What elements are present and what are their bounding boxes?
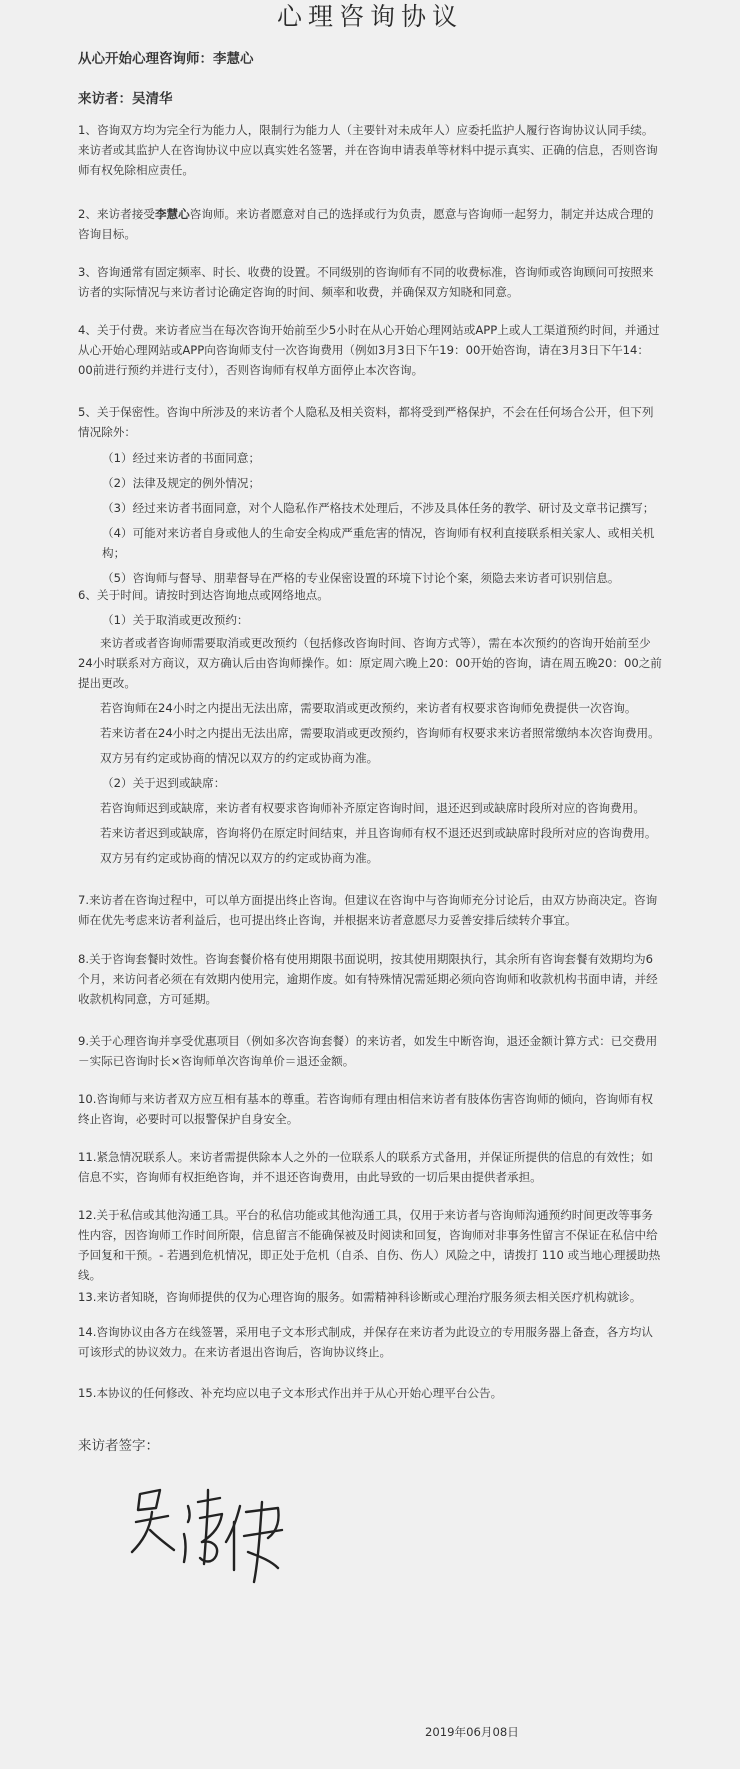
clause-5-item-3: （3）经过来访者书面同意，对个人隐私作严格技术处理后，不涉及具体任务的教学、研讨及文章书记撰写； bbox=[102, 501, 655, 515]
clause-9-text: 9.关于心理咨询并享受优惠项目（例如多次咨询套餐）的来访者，如发生中断咨询，退还金额计算方式：已交费用－实际已咨询时长×咨询师单次咨询单价＝退还金额。 bbox=[78, 1034, 658, 1068]
counselor-name: 李慧心 bbox=[154, 207, 190, 221]
clause-13-text: 13.来访者知晓，咨询师提供的仅为心理咨询的服务。如需精神科诊断或心理治疗服务须去相关医疗机构就诊。 bbox=[78, 1290, 642, 1304]
clause-3 bbox=[78, 262, 662, 302]
clause-2-text bbox=[78, 204, 662, 244]
clause-1 bbox=[78, 120, 662, 180]
clause-6-sub1-text: 来访者或者咨询师需要取消或更改预约（包括修改咨询时间、咨询方式等），需在本次预约的咨询开始前至少24小时联系对方商议，双方确认后由咨询师操作。如：原定周六晚上20：00开始的咨询，请在周五晚20：00之前提出更改。 bbox=[78, 636, 662, 690]
clause-8-text: 8.关于咨询套餐时效性。咨询套餐价格有使用期限书面说明，按其使用期限执行，其余所有咨询套餐有效期均为6个月，来访问者必须在有效期内使用完，逾期作废。如有特殊情况需延期必须向咨询师和收款机构书面申请，并经收款机构同意，方可延期。 bbox=[78, 952, 658, 1006]
clause-6-sub1-line-2: 若来访者在24小时之内提出无法出席，需要取消或更改预约，咨询师有权要求来访者照常缴纳本次咨询费用。 bbox=[100, 726, 660, 740]
clause-15-text: 15.本协议的任何修改、补充均应以电子文本形式作出并于从心开始心理平台公告。 bbox=[78, 1386, 503, 1400]
clause-6-sub1-line-3: 双方另有约定或协商的情况以双方的约定或协商为准。 bbox=[100, 751, 379, 765]
clause-5-item-1: （1）经过来访者的书面同意； bbox=[102, 451, 261, 465]
clause-6-sub1-line-1: 若咨询师在24小时之内提出无法出席，需要取消或更改预约，来访者有权要求咨询师免费提供一次咨询。 bbox=[100, 701, 637, 715]
clause-10-text: 10.咨询师与来访者双方应互相有基本的尊重。若咨询师有理由相信来访者有肢体伤害咨询师的倾向，咨询师有权终止咨询，必要时可以报警保护自身安全。 bbox=[78, 1092, 653, 1126]
counselor-line: 从心开始心理咨询师：李慧心 bbox=[78, 51, 254, 67]
signing-date: 2019年06月08日 bbox=[425, 1725, 519, 1739]
signature-drawing bbox=[128, 1482, 298, 1592]
clause-5-text: 5、关于保密性。咨询中所涉及的来访者个人隐私及相关资料，都将受到严格保护，不会在任何场合公开，但下列情况除外： bbox=[78, 405, 654, 439]
clause-10 bbox=[78, 1089, 662, 1129]
clause-12 bbox=[78, 1205, 662, 1285]
clause-14-text: 14.咨询协议由各方在线签署，采用电子文本形式制成，并保存在来访者为此设立的专用服务器上备查，各方均认可该形式的协议效力。在来访者退出咨询后，咨询协议终止。 bbox=[78, 1325, 653, 1359]
handwritten-signature bbox=[128, 1482, 298, 1596]
clause-6-sub1-title: （1）关于取消或更改预约： bbox=[102, 613, 249, 627]
clause-5-item-2: （2）法律及规定的例外情况； bbox=[102, 476, 261, 490]
clause-5 bbox=[78, 402, 662, 588]
clause-12-text: 12.关于私信或其他沟通工具。平台的私信功能或其他沟通工具，仅用于来访者与咨询师沟通预约时间更改等事务性内容，因咨询师工作时间所限，信息留言不能确保被及时阅读和回复，咨询师对非事务性留言不保证在私信中给予回复和干预。- 若遇到危机情况，即正处于危机（自杀、自伤、伤人）风险之中，请拨打 110 或当地心理援助热线。 bbox=[78, 1208, 661, 1282]
clause-3-text: 3、咨询通常有固定频率、时长、收费的设置。不同级别的咨询师有不同的收费标准，咨询师或咨询顾问可按照来访者的实际情况与来访者讨论确定咨询的时间、频率和收费，并确保双方知晓和同意。 bbox=[78, 265, 654, 299]
clause-6-sub2-line-2: 若来访者迟到或缺席，咨询将仍在原定时间结束，并且咨询师有权不退还迟到或缺席时段所对应的咨询费用。 bbox=[100, 826, 657, 840]
clause-1-text: 1、咨询双方均为完全行为能力人，限制行为能力人（主要针对未成年人）应委托监护人履行咨询协议认同手续。来访者或其监护人在咨询协议中应以真实姓名签署，并在咨询申请表单等材料中提示真实、正确的信息，否则咨询师有权免除相应责任。 bbox=[78, 123, 658, 177]
clause-7 bbox=[78, 890, 662, 930]
clause-14 bbox=[78, 1322, 662, 1362]
clause-5-item-5: （5）咨询师与督导、朋辈督导在严格的专业保密设置的环境下讨论个案，须隐去来访者可识别信息。 bbox=[102, 571, 620, 585]
client-line: 来访者：吴清华 bbox=[78, 91, 173, 107]
clause-6 bbox=[78, 585, 662, 868]
clause-6-sub2-title: （2）关于迟到或缺席： bbox=[102, 776, 226, 790]
clause-2-prefix: 2、来访者接受 bbox=[78, 207, 155, 221]
signature-label: 来访者签字： bbox=[78, 1438, 159, 1454]
clause-4-text: 4、关于付费。来访者应当在每次咨询开始前至少5小时在从心开始心理网站或APP上或人工渠道预约时间，并通过从心开始心理网站或APP向咨询师支付一次咨询费用（例如3月3日下午19：00开始咨询，请在3月3日下午14：00前进行预约并进行支付），否则咨询师有权单方面停止本次咨询。 bbox=[78, 323, 660, 377]
clause-15 bbox=[78, 1383, 662, 1403]
clause-11 bbox=[78, 1147, 662, 1187]
page-title: 心理咨询协议 bbox=[276, 2, 463, 31]
clause-6-sub2-line-3: 双方另有约定或协商的情况以双方的约定或协商为准。 bbox=[100, 851, 379, 865]
clause-4 bbox=[78, 320, 662, 380]
clause-13 bbox=[78, 1287, 662, 1307]
clause-9 bbox=[78, 1031, 662, 1071]
clause-11-text: 11.紧急情况联系人。来访者需提供除本人之外的一位联系人的联系方式备用，并保证所提供的信息的有效性；如信息不实，咨询师有权拒绝咨询，并不退还咨询费用，由此导致的一切后果由提供者承担。 bbox=[78, 1150, 653, 1184]
clause-2-suffix: 咨询师。来访者愿意对自己的选择或行为负责，愿意与咨询师一起努力，制定并达成合理的咨询目标。 bbox=[78, 207, 654, 241]
clause-8 bbox=[78, 949, 662, 1009]
clause-6-text: 6、关于时间。请按时到达咨询地点或网络地点。 bbox=[78, 588, 329, 602]
clause-5-item-4: （4）可能对来访者自身或他人的生命安全构成严重危害的情况，咨询师有权利直接联系相关家人、或相关机构； bbox=[102, 526, 655, 560]
clause-2 bbox=[78, 204, 662, 244]
clause-6-sub2-line-1: 若咨询师迟到或缺席，来访者有权要求咨询师补齐原定咨询时间，退还迟到或缺席时段所对应的咨询费用。 bbox=[100, 801, 645, 815]
clause-7-text: 7.来访者在咨询过程中，可以单方面提出终止咨询。但建议在咨询中与咨询师充分讨论后，由双方协商决定。咨询师在优先考虑来访者利益后，也可提出终止咨询，并根据来访者意愿尽力妥善安排后续转介事宜。 bbox=[78, 893, 658, 927]
